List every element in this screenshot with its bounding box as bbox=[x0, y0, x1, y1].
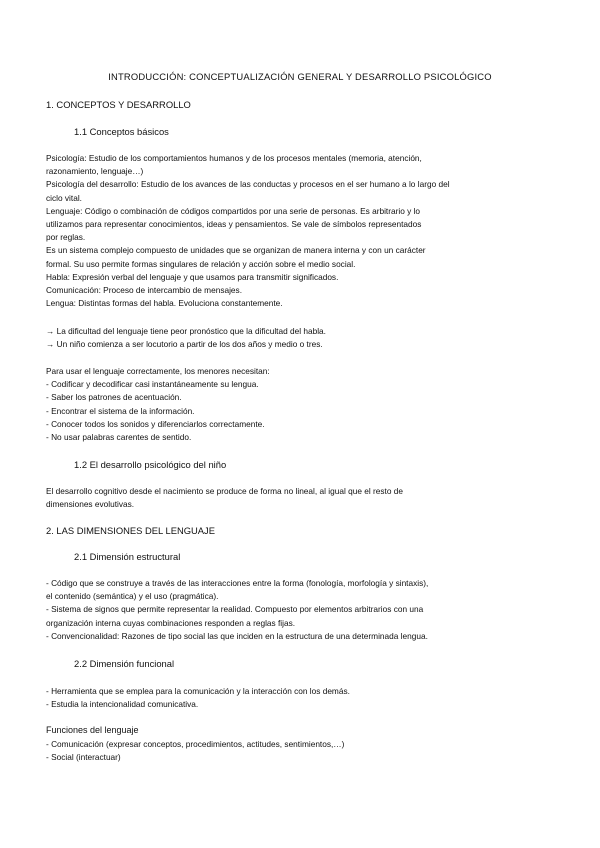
section-2-heading: 2. LAS DIMENSIONES DEL LENGUAJE bbox=[46, 525, 215, 536]
list-item: - Convencionalidad: Razones de tipo social las que inciden en la estructura de una determinada lengua. bbox=[46, 630, 428, 641]
definition-line: Psicología: Estudio de los comportamientos humanos y de los procesos mentales (memoria, atención, bbox=[46, 153, 422, 163]
development-paragraph bbox=[46, 485, 566, 511]
document-title: INTRODUCCIÓN: CONCEPTUALIZACIÓN GENERAL Y DESARROLLO PSICOLÓGICO bbox=[108, 71, 492, 82]
arrow-notes bbox=[46, 325, 566, 351]
definition-line: razonamiento, lenguaje…) bbox=[46, 166, 144, 177]
list-item: - No usar palabras carentes de sentido. bbox=[46, 432, 192, 443]
subsection-2-1-heading: 2.1 Dimensión estructural bbox=[74, 551, 181, 562]
functions-list bbox=[46, 738, 566, 764]
section-1-heading: 1. CONCEPTOS Y DESARROLLO bbox=[46, 99, 191, 110]
definition-line: Es un sistema complejo compuesto de unidades que se organizan de manera interna y con un carácter bbox=[46, 245, 426, 256]
subsection-1-2-heading: 1.2 El desarrollo psicológico del niño bbox=[74, 459, 227, 470]
definition-line: ciclo vital. bbox=[46, 192, 82, 203]
functional-list bbox=[46, 685, 566, 711]
definition-line: Lengua: Distintas formas del habla. Evoluciona constantemente. bbox=[46, 298, 283, 309]
functions-heading: Funciones del lenguaje bbox=[46, 725, 139, 735]
arrow-note: → Un niño comienza a ser locutorio a partir de los dos años y medio o tres. bbox=[46, 339, 323, 350]
list-item: - Sistema de signos que permite representar la realidad. Compuesto por elementos arbitrarios con una bbox=[46, 604, 424, 615]
definition-line: Psicología del desarrollo: Estudio de los avances de las conductas y procesos en el ser humano a lo largo del bbox=[46, 179, 450, 190]
list-item: - Social (interactuar) bbox=[46, 752, 121, 763]
list-item: - Herramienta que se emplea para la comunicación y la interacción con los demás. bbox=[46, 686, 350, 696]
list-item: - Conocer todos los sonidos y diferenciarlos correctamente. bbox=[46, 418, 265, 429]
list-item: - Encontrar el sistema de la información. bbox=[46, 405, 195, 416]
definition-line: por reglas. bbox=[46, 232, 86, 243]
paragraph-line: El desarrollo cognitivo desde el nacimiento se produce de forma no lineal, al igual que el resto de bbox=[46, 486, 403, 496]
definition-line: formal. Su uso permite formas singulares de relación y acción sobre el medio social. bbox=[46, 258, 356, 269]
list-item-continuation: el contenido (semántica) y el uso (pragmática). bbox=[46, 591, 219, 602]
structural-list bbox=[46, 577, 566, 643]
list-item: - Comunicación (expresar conceptos, procedimientos, actitudes, sentimientos,…) bbox=[46, 739, 345, 749]
subsection-1-1-heading: 1.1 Conceptos básicos bbox=[74, 126, 169, 137]
definition-line: Habla: Expresión verbal del lenguaje y que usamos para transmitir significados. bbox=[46, 271, 339, 282]
list-item-continuation: organización interna cuyas combinaciones responden a reglas fijas. bbox=[46, 617, 296, 628]
requirements-intro: Para usar el lenguaje correctamente, los menores necesitan: bbox=[46, 366, 270, 376]
definition-line: Lenguaje: Código o combinación de códigos compartidos por una serie de personas. Es arbitrario y lo bbox=[46, 205, 421, 216]
list-item: - Saber los patrones de acentuación. bbox=[46, 392, 182, 403]
list-item: - Estudia la intencionalidad comunicativa. bbox=[46, 699, 199, 710]
definition-line: utilizamos para representar conocimientos, ideas y pensamientos. Se vale de símbolos representados bbox=[46, 219, 422, 230]
definitions-block bbox=[46, 152, 566, 310]
requirements-list bbox=[46, 365, 566, 444]
subsection-2-2-heading: 2.2 Dimensión funcional bbox=[74, 658, 175, 669]
list-item: - Codificar y decodificar casi instantáneamente su lengua. bbox=[46, 379, 259, 390]
arrow-note: → La dificultad del lenguaje tiene peor pronóstico que la dificultad del habla. bbox=[46, 326, 326, 336]
list-item: - Código que se construye a través de las interacciones entre la forma (fonología, morfología y sintaxis), bbox=[46, 578, 429, 588]
paragraph-line: dimensiones evolutivas. bbox=[46, 499, 135, 510]
definition-line: Comunicación: Proceso de intercambio de mensajes. bbox=[46, 285, 242, 296]
